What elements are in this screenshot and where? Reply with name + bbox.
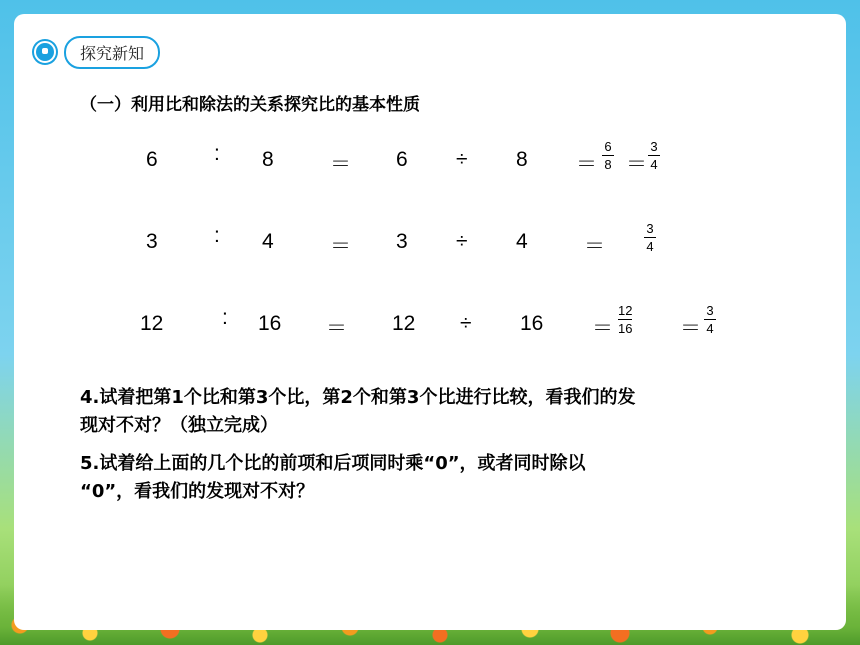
row2-dividend: 3	[396, 230, 408, 253]
row1-fraction-2-num: 3	[650, 139, 658, 154]
row1-equals-2: ＝	[576, 153, 597, 176]
fraction-bar	[704, 319, 716, 320]
row1-divide: ÷	[456, 148, 468, 171]
row1-ratio-front: 6	[146, 148, 158, 171]
row3-fraction-2	[704, 304, 716, 336]
row3-ratio-front: 12	[140, 312, 164, 335]
row3-dividend: 12	[392, 312, 416, 335]
fraction-bar	[644, 237, 656, 238]
row2-equals-2: ＝	[584, 235, 605, 258]
row1-dividend: 6	[396, 148, 408, 171]
fraction-bar	[648, 155, 660, 156]
row2-fraction-1-den: 4	[646, 239, 654, 254]
row2-divisor: 4	[516, 230, 528, 253]
question-4	[80, 384, 635, 440]
fraction-bar	[602, 155, 614, 156]
row1-ratio-back: 8	[262, 148, 274, 171]
question-5	[80, 450, 586, 506]
bullet-icon	[34, 41, 56, 63]
row1-fraction-2-den: 4	[650, 157, 658, 172]
row3-equals-3: ＝	[680, 317, 701, 340]
row3-equals-2: ＝	[592, 317, 613, 340]
row1-equals: ＝	[330, 153, 351, 176]
row3-equals: ＝	[326, 317, 347, 340]
row2-fraction-1-num: 3	[646, 221, 654, 236]
row1-fraction-2	[648, 140, 660, 172]
row3-fraction-1	[618, 304, 632, 336]
fraction-bar	[618, 319, 632, 320]
row2-ratio-back: 4	[262, 230, 274, 253]
row3-divide: ÷	[460, 312, 472, 335]
row1-divisor: 8	[516, 148, 528, 171]
question-4-line-2: 现对不对？（独立完成）	[80, 415, 278, 436]
row3-fraction-2-num: 3	[706, 303, 714, 318]
row2-ratio-front: 3	[146, 230, 158, 253]
question-4-line-1: 4.试着把第1个比和第3个比，第2个和第3个比进行比较，看我们的发	[80, 387, 636, 408]
row2-divide: ÷	[456, 230, 468, 253]
row1-fraction-1-num: 6	[604, 139, 612, 154]
question-5-line-1: 5.试着给上面的几个比的前项和后项同时乘“0”，或者同时除以	[80, 453, 586, 474]
row3-divisor: 16	[520, 312, 544, 335]
row1-fraction-1-den: 8	[604, 157, 612, 172]
row2-equals: ＝	[330, 235, 351, 258]
section-badge	[34, 36, 160, 68]
row1-fraction-1	[602, 140, 614, 172]
row3-fraction-1-den: 16	[618, 321, 633, 336]
row3-fraction-2-den: 4	[706, 321, 714, 336]
section-badge-label: 探究新知	[64, 36, 160, 69]
row3-fraction-1-num: 12	[618, 303, 633, 318]
row1-equals-3: ＝	[626, 153, 647, 176]
slide-panel	[14, 14, 846, 630]
section-subtitle: （一）利用比和除法的关系探究比的基本性质	[80, 95, 420, 115]
row2-fraction-1	[644, 222, 656, 254]
row1-colon: :	[214, 142, 220, 165]
row2-colon: :	[214, 224, 220, 247]
row3-ratio-back: 16	[258, 312, 282, 335]
row3-colon: :	[222, 306, 228, 329]
question-5-line-2: “0”，看我们的发现对不对？	[80, 481, 315, 502]
